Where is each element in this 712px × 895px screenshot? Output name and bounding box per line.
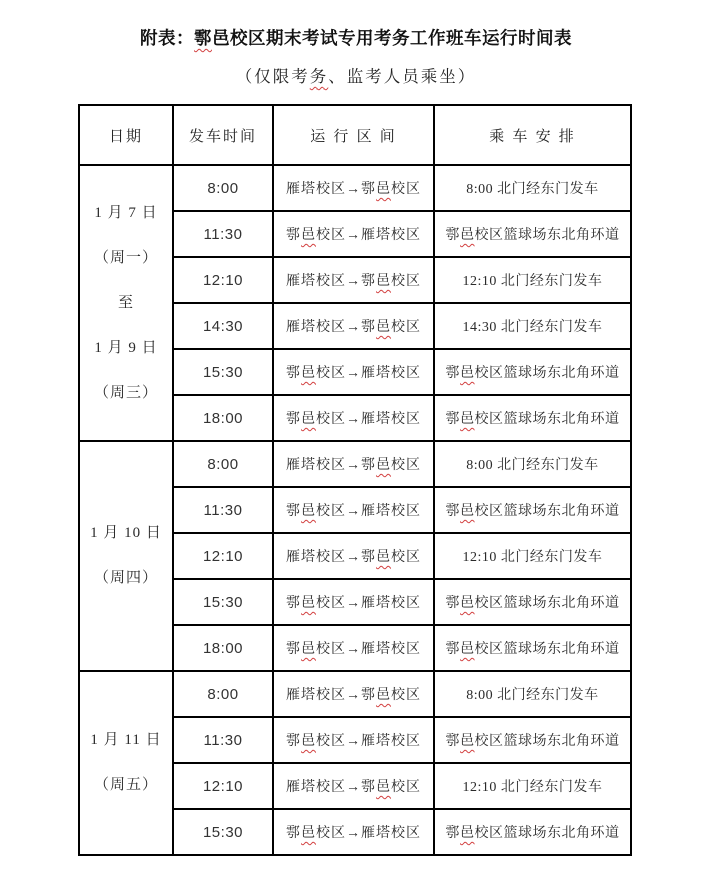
misspell-mark: 邑 <box>376 780 391 795</box>
misspell-mark: 邑 <box>301 826 316 841</box>
date-line: 至 <box>117 294 134 311</box>
misspell-mark: 邑 <box>460 228 475 243</box>
time-cell: 12:10 <box>173 533 273 579</box>
route-cell: 鄠邑校区→雁塔校区 <box>273 579 434 625</box>
misspell-mark: 邑 <box>301 412 316 427</box>
time-cell: 15:30 <box>173 349 273 395</box>
table-header-row <box>79 105 631 165</box>
date-line: 1 月 11 日 <box>90 732 162 748</box>
misspell-mark: 邑 <box>460 734 475 749</box>
time-cell: 11:30 <box>173 487 273 533</box>
time-cell: 15:30 <box>173 809 273 855</box>
date-line: 1 月 7 日 <box>94 204 158 221</box>
route-cell: 鄠邑校区→雁塔校区 <box>273 625 434 671</box>
header-arrangement: 乘 车 安 排 <box>434 105 631 165</box>
misspell-mark: 邑 <box>301 504 316 519</box>
time-cell: 18:00 <box>173 395 273 441</box>
route-cell: 雁塔校区→鄠邑校区 <box>273 671 434 717</box>
arrangement-cell: 14:30 北门经东门发车 <box>434 303 631 349</box>
misspell-mark: 邑 <box>460 504 475 519</box>
time-cell: 8:00 <box>173 441 273 487</box>
document-title: 附表：鄠邑校区期末考试专用考务工作班车运行时间表 <box>140 28 572 48</box>
arrangement-cell: 8:00 北门经东门发车 <box>434 441 631 487</box>
arrangement-cell: 12:10 北门经东门发车 <box>434 257 631 303</box>
date-cell <box>79 165 173 441</box>
table-row <box>79 441 631 487</box>
arrangement-cell: 8:00 北门经东门发车 <box>434 165 631 211</box>
misspell-mark: 邑 <box>376 182 391 197</box>
misspell-mark: 邑 <box>301 596 316 611</box>
misspell-mark: 邑 <box>376 688 391 703</box>
misspell-mark: 务 <box>309 67 329 86</box>
arrangement-cell: 鄠邑校区篮球场东北角环道 <box>434 809 631 855</box>
misspell-mark: 邑 <box>460 412 475 427</box>
misspell-mark: 邑 <box>301 366 316 381</box>
arrangement-cell: 鄠邑校区篮球场东北角环道 <box>434 579 631 625</box>
misspell-mark: 邑 <box>301 734 316 749</box>
arrangement-cell: 鄠邑校区篮球场东北角环道 <box>434 625 631 671</box>
time-cell: 11:30 <box>173 211 273 257</box>
route-cell: 雁塔校区→鄠邑校区 <box>273 441 434 487</box>
time-cell: 12:10 <box>173 257 273 303</box>
arrangement-cell: 8:00 北门经东门发车 <box>434 671 631 717</box>
route-cell: 鄠邑校区→雁塔校区 <box>273 717 434 763</box>
misspell-mark: 邑 <box>460 596 475 611</box>
arrangement-cell: 12:10 北门经东门发车 <box>434 533 631 579</box>
misspell-mark: 邑 <box>376 274 391 289</box>
document-subtitle: （仅限考务、监考人员乘坐） <box>235 67 477 86</box>
arrangement-cell: 鄠邑校区篮球场东北角环道 <box>434 211 631 257</box>
date-line: 1 月 10 日 <box>90 525 162 541</box>
date-line: （周四） <box>93 570 158 586</box>
header-departure: 发车时间 <box>173 105 273 165</box>
route-cell: 雁塔校区→鄠邑校区 <box>273 165 434 211</box>
arrangement-cell: 12:10 北门经东门发车 <box>434 763 631 809</box>
misspell-mark: 邑 <box>301 642 316 657</box>
misspell-mark: 邑 <box>376 320 391 335</box>
route-cell: 鄠邑校区→雁塔校区 <box>273 349 434 395</box>
route-cell: 鄠邑校区→雁塔校区 <box>273 487 434 533</box>
arrangement-cell: 鄠邑校区篮球场东北角环道 <box>434 349 631 395</box>
date-line: 1 月 9 日 <box>94 339 158 356</box>
time-cell: 12:10 <box>173 763 273 809</box>
schedule-body <box>79 165 631 855</box>
route-cell: 鄠邑校区→雁塔校区 <box>273 211 434 257</box>
misspell-mark: 邑 <box>460 826 475 841</box>
table-row <box>79 671 631 717</box>
header-date: 日期 <box>79 105 173 165</box>
bus-schedule-table <box>78 104 632 856</box>
misspell-mark: 邑 <box>460 642 475 657</box>
misspell-mark: 邑 <box>376 458 391 473</box>
date-cell <box>79 671 173 855</box>
time-cell: 8:00 <box>173 165 273 211</box>
route-cell: 雁塔校区→鄠邑校区 <box>273 257 434 303</box>
header-route: 运 行 区 间 <box>273 105 434 165</box>
date-line: （周三） <box>93 384 158 401</box>
misspell-mark: 邑 <box>301 228 316 243</box>
misspell-mark: 鄠 <box>194 28 212 48</box>
date-line: （周一） <box>93 249 158 266</box>
time-cell: 15:30 <box>173 579 273 625</box>
route-cell: 雁塔校区→鄠邑校区 <box>273 533 434 579</box>
route-cell: 雁塔校区→鄠邑校区 <box>273 763 434 809</box>
route-cell: 鄠邑校区→雁塔校区 <box>273 809 434 855</box>
arrangement-cell: 鄠邑校区篮球场东北角环道 <box>434 395 631 441</box>
date-cell <box>79 441 173 671</box>
route-cell: 雁塔校区→鄠邑校区 <box>273 303 434 349</box>
misspell-mark: 邑 <box>376 550 391 565</box>
time-cell: 14:30 <box>173 303 273 349</box>
time-cell: 18:00 <box>173 625 273 671</box>
route-cell: 鄠邑校区→雁塔校区 <box>273 395 434 441</box>
misspell-mark: 邑 <box>460 366 475 381</box>
arrangement-cell: 鄠邑校区篮球场东北角环道 <box>434 487 631 533</box>
time-cell: 11:30 <box>173 717 273 763</box>
date-line: （周五） <box>93 777 158 793</box>
arrangement-cell: 鄠邑校区篮球场东北角环道 <box>434 717 631 763</box>
table-row <box>79 165 631 211</box>
time-cell: 8:00 <box>173 671 273 717</box>
